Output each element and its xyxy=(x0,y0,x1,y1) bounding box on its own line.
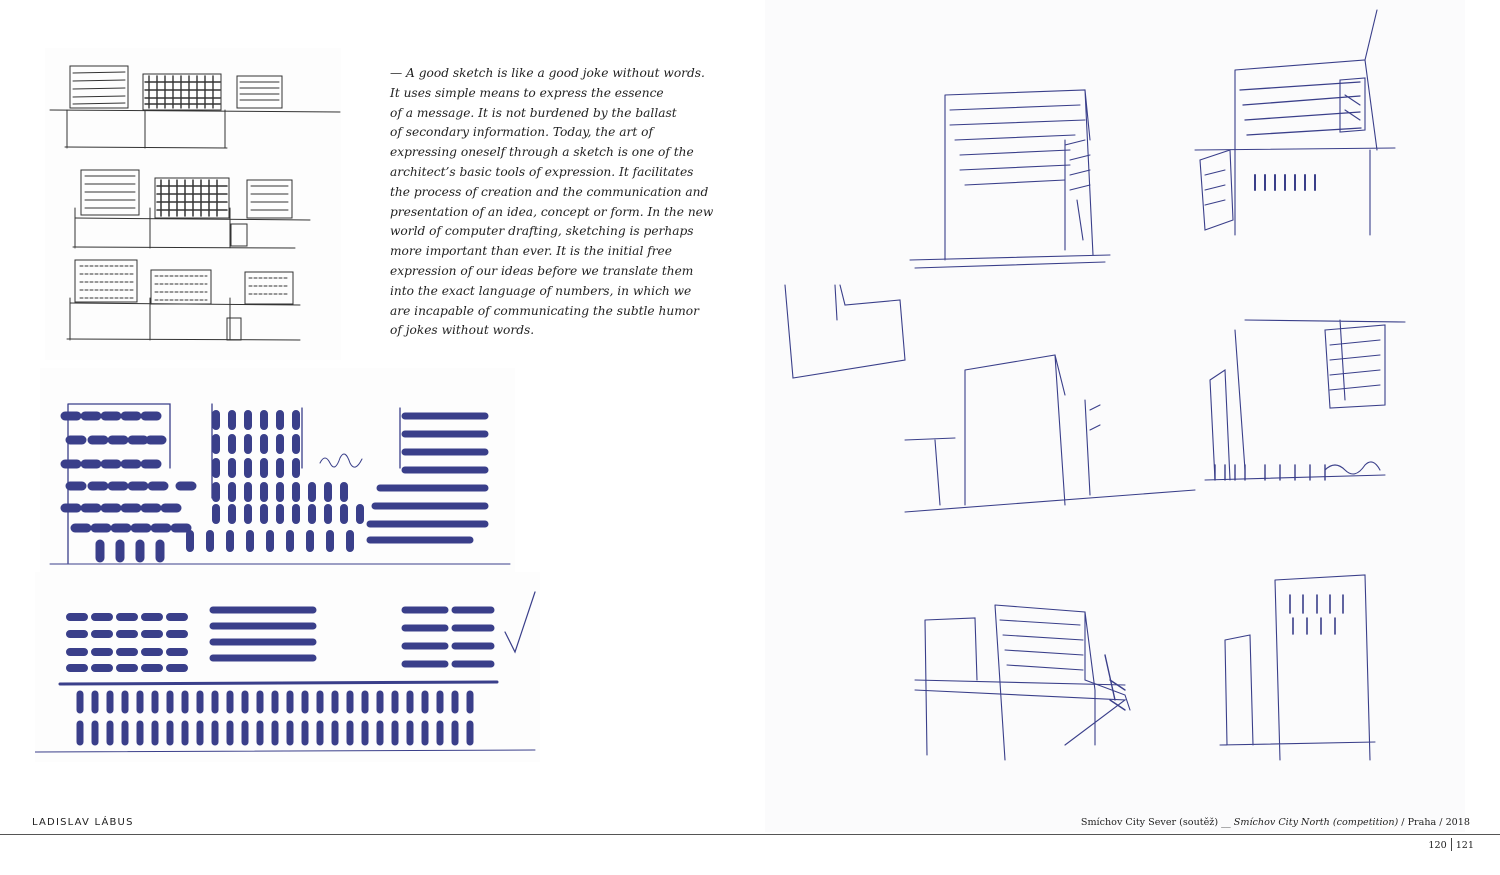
quote-line: are incapable of communicating the subtle humor xyxy=(390,303,699,318)
marker-elevation-sketch-top xyxy=(40,368,515,573)
marker-elevation-sketch-bottom xyxy=(35,572,540,762)
caption-czech: Smíchov City Sever (soutěž) xyxy=(1080,817,1219,828)
quote-line: world of computer drafting, sketching is perhaps xyxy=(390,224,694,239)
quote-line: — A good sketch is like a good joke without words. xyxy=(390,66,705,80)
footer-rule xyxy=(0,834,1500,835)
author-name: LADISLAV LÁBUS xyxy=(32,817,134,828)
quote-line: architect’s basic tools of expression. It facilitates xyxy=(390,164,694,179)
page-number-divider xyxy=(1451,838,1452,851)
project-caption xyxy=(1081,817,1470,828)
page-number-right: 121 xyxy=(1455,840,1474,851)
page-numbers xyxy=(1428,838,1474,851)
page-number-left: 120 xyxy=(1428,840,1447,851)
caption-place: / Praha / 2018 xyxy=(1398,817,1470,828)
caption-english: Smíchov City North (competition) xyxy=(1233,817,1399,828)
quote-line: It uses simple means to express the essence xyxy=(390,85,664,100)
quote-line: more important than ever. It is the initial free xyxy=(390,244,672,259)
quote-line: presentation of an idea, concept or form. In the new xyxy=(390,204,714,219)
quote-line: of jokes without words. xyxy=(390,323,535,338)
quote-line: expression of our ideas before we translate them xyxy=(390,263,694,278)
caption-dash: __ xyxy=(1218,817,1234,828)
perspective-sketches xyxy=(765,0,1465,832)
quote-line: into the exact language of numbers, in which we xyxy=(390,283,692,298)
quote-line: of a message. It is not burdened by the ballast xyxy=(390,105,677,120)
pencil-elevation-sketch xyxy=(45,48,341,360)
quote-text xyxy=(390,64,715,341)
quote-line: expressing oneself through a sketch is one of the xyxy=(390,145,694,160)
quote-line: the process of creation and the communication and xyxy=(390,184,709,199)
quote-line: of secondary information. Today, the art of xyxy=(390,125,653,140)
